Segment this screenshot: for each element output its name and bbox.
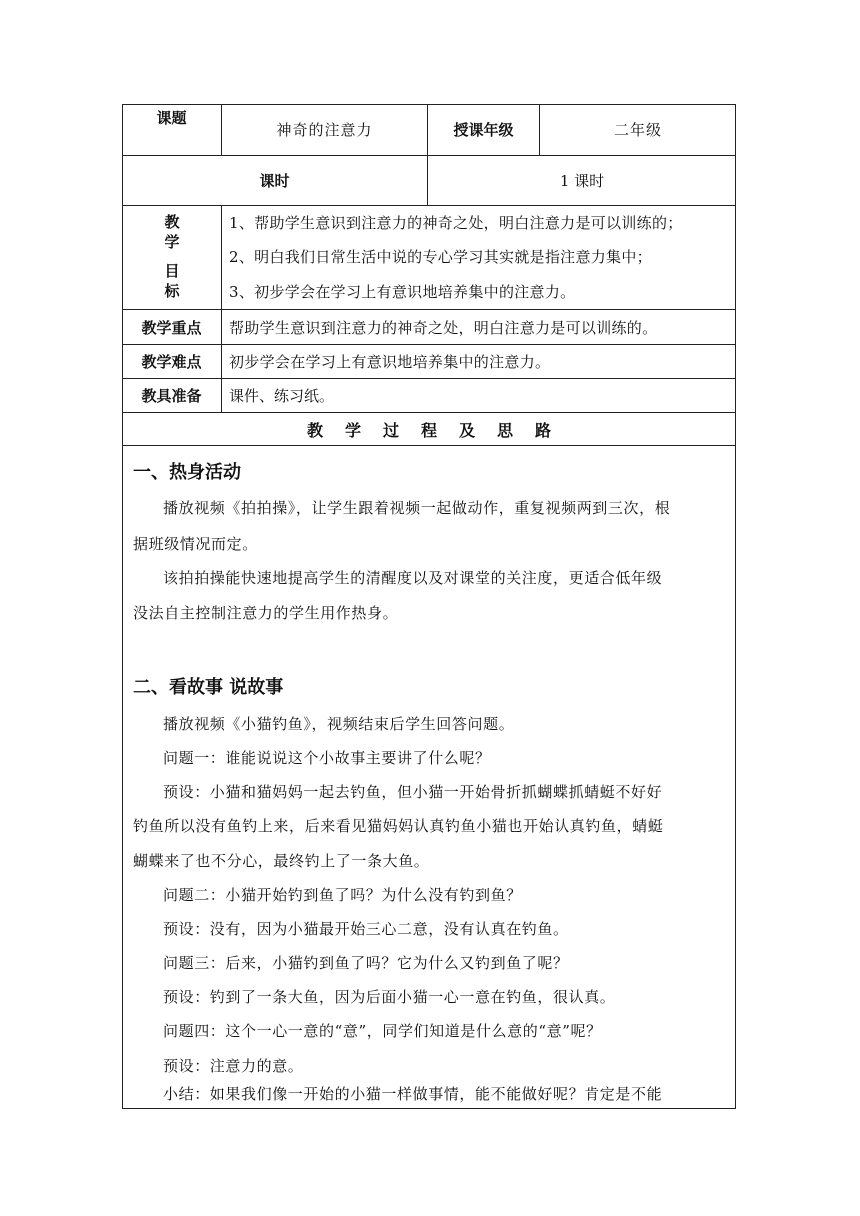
objective-item: 3、初步学会在学习上有意识地培养集中的注意力。 [229,283,576,301]
paragraph-line: 预设：注意力的意。 [163,1057,304,1075]
objective-item: 1、帮助学生意识到注意力的神奇之处，明白注意力是可以训练的； [229,214,683,232]
paragraph-line: 预设：钓到了一条大鱼，因为后面小猫一心一意在钓鱼，很认真。 [163,988,616,1006]
paragraph-line: 小结：如果我们像一开始的小猫一样做事情，能不能做好呢？肯定是不能 [163,1085,663,1103]
section-title: 二、看故事 说故事 [133,677,284,698]
paragraph-line: 问题三：后来，小猫钓到鱼了吗？它为什么又钓到鱼了呢？ [163,954,569,972]
topic-value: 神奇的注意力 [276,121,373,139]
grade-label: 授课年级 [453,121,514,139]
key-point-value: 帮助学生意识到注意力的神奇之处，明白注意力是可以训练的。 [229,318,658,337]
paragraph-line: 没法自主控制注意力的学生用作热身。 [133,604,399,622]
paragraph-line: 播放视频《小猫钓鱼》，视频结束后学生回答问题。 [163,715,515,733]
objective-item: 2、明白我们日常生活中说的专心学习其实就是指注意力集中； [229,248,652,266]
topic-label: 课题 [156,108,187,127]
objectives-label-char: 学 [164,233,180,251]
row-divider [122,205,736,206]
row-divider [122,445,736,446]
grade-value: 二年级 [613,121,662,139]
difficulty-value: 初步学会在学习上有意识地培养集中的注意力。 [229,353,551,371]
objectives-label-char: 教 [164,213,180,231]
paragraph-line: 预设：小猫和猫妈妈一起去钓鱼，但小猫一开始骨折抓蝴蝶抓蜻蜓不好好 [163,783,663,801]
process-heading: 教学过程及思路 [306,420,573,440]
objectives-label-char: 目 [164,262,180,280]
materials-value: 课件、练习纸。 [229,387,335,405]
hours-value: 1 课时 [559,172,605,190]
paragraph-line: 播放视频《拍拍操》，让学生跟着视频一起做动作，重复视频两到三次，根 [163,499,671,517]
paragraph-line: 该拍拍操能快速地提高学生的清醒度以及对课堂的关注度，更适合低年级 [163,569,663,587]
objectives-label-char: 标 [164,282,180,300]
materials-label: 教具准备 [141,387,202,405]
paragraph-line: 蝴蝶来了也不分心，最终钓上了一条大鱼。 [133,852,430,870]
paragraph-line: 问题二：小猫开始钓到鱼了吗？为什么没有钓到鱼？ [163,886,522,904]
hours-label: 课时 [259,172,290,190]
section-title: 一、热身活动 [133,462,241,483]
difficulty-label: 教学难点 [141,353,202,371]
paragraph-line: 预设：没有，因为小猫最开始三心二意，没有认真在钓鱼。 [163,920,569,938]
paragraph-line: 问题一：谁能说说这个小故事主要讲了什么呢？ [163,749,491,767]
paragraph-line: 据班级情况而定。 [133,535,258,553]
key-point-label: 教学重点 [141,318,202,337]
paragraph-line: 钓鱼所以没有鱼钓上来，后来看见猫妈妈认真钓鱼小猫也开始认真钓鱼，蜻蜓 [133,817,664,835]
col-divider [221,205,222,412]
paragraph-line: 问题四：这个一心一意的“意”，同学们知道是什么意的“意”呢？ [163,1022,602,1040]
